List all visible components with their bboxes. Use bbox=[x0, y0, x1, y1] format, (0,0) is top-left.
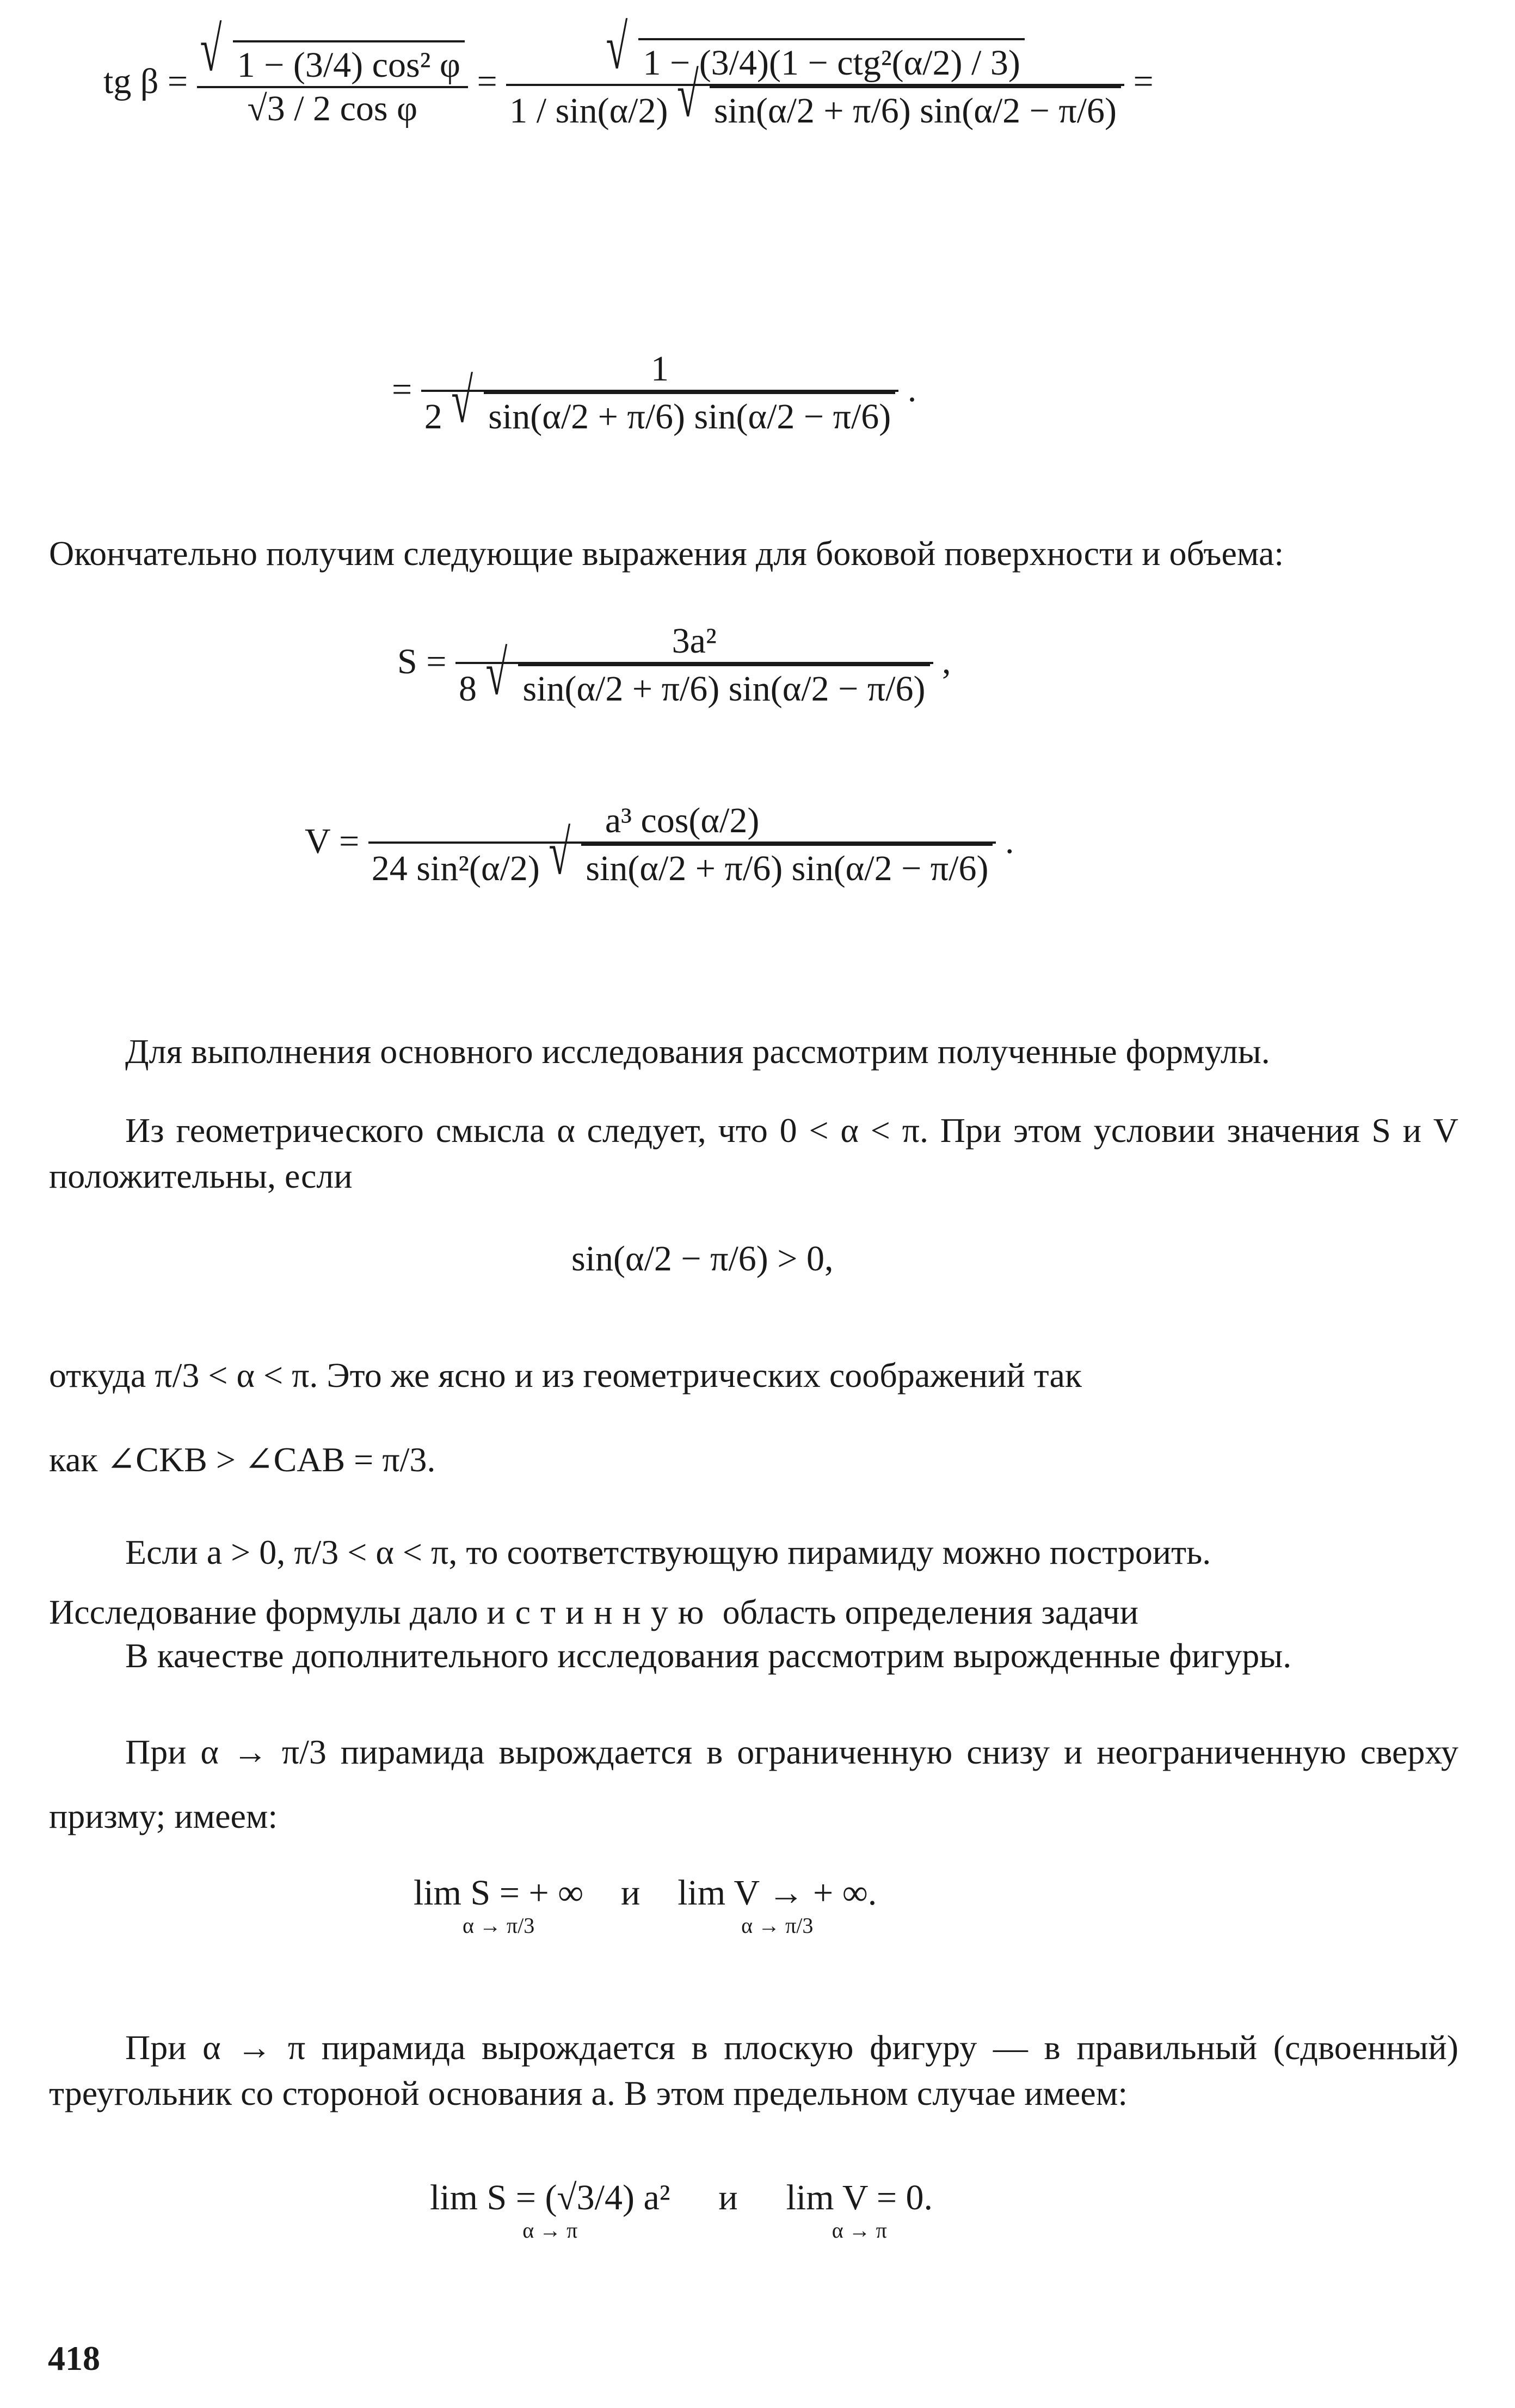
paragraph-7: В качестве дополнительного исследования рассмотрим вырожденные фигуры. bbox=[125, 1636, 1292, 1675]
fraction-S: $\frac{\text{3a²}}{8 √ \sin(\alpha/2 + \pi/6) \sin(\alpha/2 - \pi/6)}$ bbox=[455, 621, 933, 710]
formula-S: S = $\frac{\text{3a²}}{8 √ \sin(\alpha/2 + \pi/6) \sin(\alpha/2 - \pi/6)}$ , bbox=[397, 621, 951, 710]
tg-beta-lhs: tg β = bbox=[103, 62, 188, 102]
spaced-word: истинную bbox=[486, 1593, 714, 1631]
radical-result: √ sin(α/2 + π/6) sin(α/2 − π/6) bbox=[451, 392, 895, 438]
paragraph-6: Исследование формулы дало истинную область определения задачи bbox=[49, 1593, 1139, 1631]
lim-V-1: lim V → + ∞. α → π/3 bbox=[678, 1873, 877, 1938]
formula-result: = $\frac{1}{2 √ \sin(\alpha/2 + \pi/6) \sin(\alpha/2 - \pi/6)}$ . bbox=[392, 348, 916, 438]
paragraph-9: При α → π пирамида вырождается в плоскую фигуру — в правильный (сдвоенный) треугольник со стороной основания a. В этом предельном случае имеем: bbox=[49, 2028, 1458, 2112]
radical-1: √ 1 − (3/4) cos² φ bbox=[200, 40, 465, 86]
paragraph-3: Из геометрического смысла α следует, что 0 < α < π. При этом условии значения S и V положительны, если bbox=[49, 1111, 1458, 1195]
equals-sign: = bbox=[477, 62, 497, 102]
formula-limits-1: lim S = + ∞ α → π/3 и lim V → + ∞. α → π/3 bbox=[414, 1873, 877, 1938]
formula-V: V = $\frac{\text{a³ cos(α/2)}}{\text{24 sin²(α/2) √ sin(α/2 + π/6) sin(α/2 − π/6)}}$ . bbox=[305, 800, 1014, 889]
paragraph-2: Для выполнения основного исследования рассмотрим полученные формулы. bbox=[125, 1032, 1270, 1071]
radical-3: √ sin(α/2 + π/6) sin(α/2 − π/6) bbox=[677, 86, 1121, 132]
formula-inequality: sin(α/2 − π/6) > 0, bbox=[571, 1239, 834, 1279]
fraction-V: $\frac{\text{a³ cos(α/2)}}{\text{24 sin²(α/2) √ sin(α/2 + π/6) sin(α/2 − π/6)}}$ bbox=[368, 800, 996, 889]
V-lhs: V = bbox=[305, 821, 360, 862]
fraction-2: √ $\frac{\text{1 − (3/4)(1 − ctg²(α/2) / 3)}}{1 / \sin(\alpha/2) √ \sin(\alpha/2 + \pi/6) \sin(\alpha/2 - \pi/6)}$ bbox=[506, 38, 1124, 132]
radical-S: √ sin(α/2 + π/6) sin(α/2 − π/6) bbox=[485, 664, 929, 710]
radical-2: √ 1 − (3/4)(1 − ctg²(α/2) / 3) bbox=[606, 38, 1024, 84]
paragraph-4a: откуда π/3 < α < π. Это же ясно и из геометрических соображений так bbox=[49, 1356, 1082, 1395]
page-number: 418 bbox=[48, 2339, 100, 2378]
equals-sign-2: = bbox=[1133, 62, 1154, 102]
formula-limits-2: lim S = (√3/4) a² α → π и lim V = 0. α → π bbox=[430, 2178, 933, 2243]
fraction-result: $\frac{1}{2 √ \sin(\alpha/2 + \pi/6) \sin(\alpha/2 - \pi/6)}$ bbox=[421, 348, 899, 438]
lim-S-2: lim S = (√3/4) a² α → π bbox=[430, 2178, 670, 2243]
paragraph-5: Если a > 0, π/3 < α < π, то соответствующую пирамиду можно построить. bbox=[125, 1533, 1211, 1571]
lim-S-1: lim S = + ∞ α → π/3 bbox=[414, 1873, 584, 1938]
paragraph-4b: как ∠CKB > ∠CAB = π/3. bbox=[49, 1440, 436, 1479]
paragraph-1: Окончательно получим следующие выражения для боковой поверхности и объема: bbox=[49, 534, 1284, 573]
radical-V: √ sin(α/2 + π/6) sin(α/2 − π/6) bbox=[549, 844, 993, 889]
paragraph-8: При α → π/3 пирамида вырождается в ограниченную снизу и неограниченную сверху призму; имеем: bbox=[49, 1733, 1458, 1835]
fraction-1: √ $\frac{\text{1 − (3/4) cos² φ}}{\text{√3 / 2 cos φ}}$ bbox=[197, 40, 468, 130]
lim-V-2: lim V = 0. α → π bbox=[786, 2178, 933, 2243]
S-lhs: S = bbox=[397, 642, 447, 682]
formula-tg-beta bbox=[103, 38, 1154, 132]
equals-sign-3: = bbox=[392, 370, 412, 410]
